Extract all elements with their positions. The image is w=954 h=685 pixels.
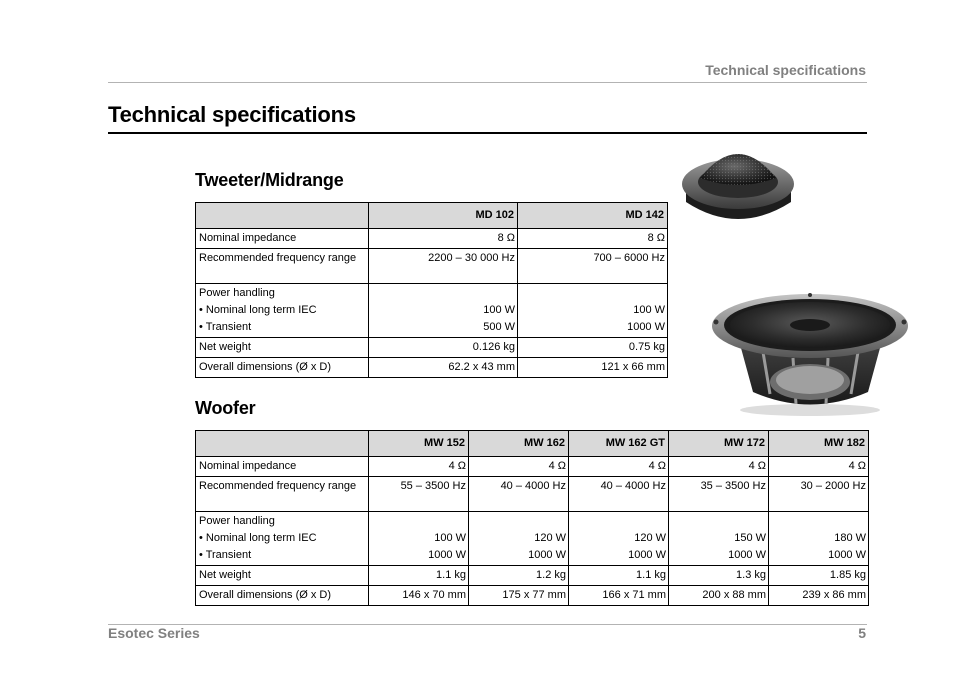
row-label: [196, 284, 369, 338]
power-transient-value: 1000 W: [528, 549, 566, 561]
page-title: Technical specifications: [108, 102, 356, 127]
table-cell: 1.2 kg: [469, 566, 569, 586]
woofer-spec-table: [195, 430, 869, 606]
table-cell: 200 x 88 mm: [669, 586, 769, 606]
table-row: [196, 477, 869, 512]
table-cell: 166 x 71 mm: [569, 586, 669, 606]
table-header-row: [196, 203, 668, 229]
row-label: Recommended frequency range: [196, 249, 369, 284]
table-cell: 1.85 kg: [769, 566, 869, 586]
power-transient-value: 1000 W: [428, 549, 466, 561]
power-nominal-value: 120 W: [634, 532, 666, 544]
woofer-section-title: Woofer: [195, 398, 256, 418]
table-cell: 1.1 kg: [369, 566, 469, 586]
table-row: [196, 284, 668, 338]
woofer-product-image: [708, 292, 913, 420]
power-transient-value: 1000 W: [628, 549, 666, 561]
column-header: MW 182: [769, 431, 869, 457]
row-label: Overall dimensions (Ø x D): [196, 586, 369, 606]
column-header: MD 102: [369, 203, 518, 229]
row-label: Nominal impedance: [196, 229, 369, 249]
header-rule: [108, 82, 867, 83]
power-nominal-value: 150 W: [734, 532, 766, 544]
table-cell: 8 Ω: [518, 229, 668, 249]
power-transient-value: 1000 W: [728, 549, 766, 561]
power-transient-value: 1000 W: [627, 321, 665, 333]
table-cell: [469, 512, 569, 566]
column-header: MW 172: [669, 431, 769, 457]
power-handling-label: Power handling: [199, 515, 275, 527]
table-cell: 146 x 70 mm: [369, 586, 469, 606]
table-cell: 62.2 x 43 mm: [369, 358, 518, 378]
title-rule: [108, 132, 867, 134]
table-cell: 1.1 kg: [569, 566, 669, 586]
table-cell: [769, 512, 869, 566]
table-cell: [669, 512, 769, 566]
table-cell: [369, 512, 469, 566]
table-row: [196, 566, 869, 586]
table-row: [196, 457, 869, 477]
power-nominal-value: 180 W: [834, 532, 866, 544]
power-transient-label: • Transient: [199, 549, 252, 561]
table-row: [196, 229, 668, 249]
column-header: MD 142: [518, 203, 668, 229]
table-cell: 4 Ω: [569, 457, 669, 477]
table-row: [196, 338, 668, 358]
table-cell: 55 – 3500 Hz: [369, 477, 469, 512]
column-header: MW 152: [369, 431, 469, 457]
column-header: MW 162: [469, 431, 569, 457]
row-label: Net weight: [196, 338, 369, 358]
table-cell: 239 x 86 mm: [769, 586, 869, 606]
power-transient-label: • Transient: [199, 321, 252, 333]
table-cell: 4 Ω: [469, 457, 569, 477]
table-cell: 2200 – 30 000 Hz: [369, 249, 518, 284]
power-nominal-label: • Nominal long term IEC: [199, 532, 317, 544]
table-cell: 1.3 kg: [669, 566, 769, 586]
power-transient-value: 1000 W: [828, 549, 866, 561]
power-nominal-value: 120 W: [534, 532, 566, 544]
power-nominal-value: 100 W: [633, 304, 665, 316]
table-header-row: [196, 431, 869, 457]
table-cell: 8 Ω: [369, 229, 518, 249]
row-label: Nominal impedance: [196, 457, 369, 477]
tweeter-section-title: Tweeter/Midrange: [195, 170, 344, 190]
table-cell: 0.75 kg: [518, 338, 668, 358]
table-cell: 0.126 kg: [369, 338, 518, 358]
power-nominal-value: 100 W: [434, 532, 466, 544]
power-nominal-label: • Nominal long term IEC: [199, 304, 317, 316]
table-cell: 35 – 3500 Hz: [669, 477, 769, 512]
table-cell: 121 x 66 mm: [518, 358, 668, 378]
table-cell: [518, 284, 668, 338]
power-handling-label: Power handling: [199, 287, 275, 299]
row-label: Overall dimensions (Ø x D): [196, 358, 369, 378]
table-row: [196, 512, 869, 566]
page-number: 5: [858, 625, 866, 641]
table-cell: 4 Ω: [669, 457, 769, 477]
tweeter-product-image: [676, 144, 801, 229]
footer-series: Esotec Series: [108, 625, 200, 641]
table-cell: 40 – 4000 Hz: [569, 477, 669, 512]
row-label: [196, 512, 369, 566]
table-cell: 175 x 77 mm: [469, 586, 569, 606]
power-transient-value: 500 W: [483, 321, 515, 333]
row-label: Net weight: [196, 566, 369, 586]
table-cell: [569, 512, 669, 566]
table-row: [196, 358, 668, 378]
table-cell: 4 Ω: [369, 457, 469, 477]
table-cell: 40 – 4000 Hz: [469, 477, 569, 512]
power-nominal-value: 100 W: [483, 304, 515, 316]
table-cell: 30 – 2000 Hz: [769, 477, 869, 512]
column-header: MW 162 GT: [569, 431, 669, 457]
table-cell: 700 – 6000 Hz: [518, 249, 668, 284]
tweeter-spec-table: [195, 202, 668, 378]
table-row: [196, 249, 668, 284]
header-blank-cell: [196, 203, 369, 229]
header-blank-cell: [196, 431, 369, 457]
table-cell: 4 Ω: [769, 457, 869, 477]
running-header: Technical specifications: [705, 62, 866, 78]
row-label: Recommended frequency range: [196, 477, 369, 512]
table-cell: [369, 284, 518, 338]
table-row: [196, 586, 869, 606]
